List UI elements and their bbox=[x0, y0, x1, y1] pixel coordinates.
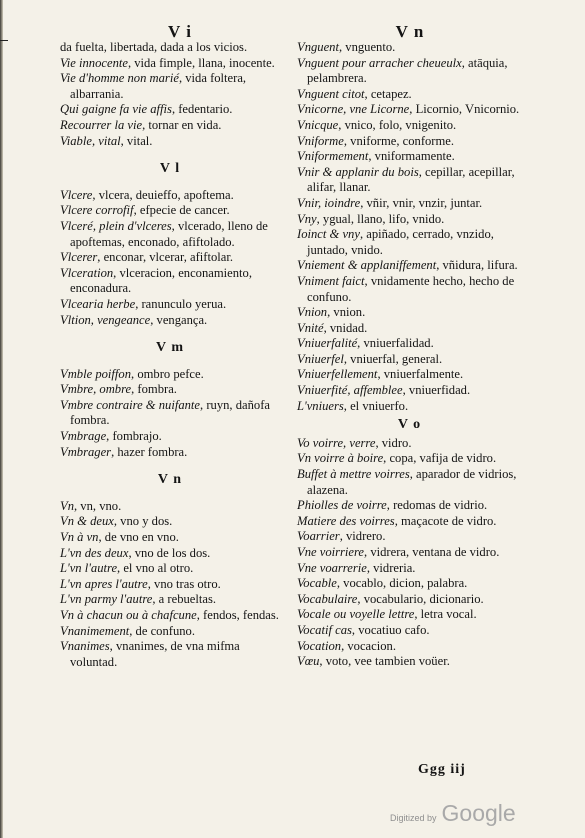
entry-translation: , redomas de vidrio. bbox=[386, 498, 488, 513]
dictionary-entry bbox=[60, 118, 280, 134]
entry-translation: , vniformamente. bbox=[368, 149, 455, 164]
dictionary-entry bbox=[297, 227, 522, 258]
dictionary-entry bbox=[297, 654, 522, 670]
entry-translation: , vidreria. bbox=[366, 560, 416, 575]
entry-translation: , fombra. bbox=[131, 382, 177, 397]
entry-headword: Vmbrager bbox=[60, 444, 112, 459]
entry-headword: Vlcere bbox=[60, 187, 93, 202]
dictionary-entry bbox=[60, 367, 280, 383]
entry-headword: Vnanimement bbox=[60, 623, 130, 638]
entry-translation: , ranunculo yerua. bbox=[135, 296, 227, 311]
dictionary-entry bbox=[60, 530, 280, 546]
entry-translation: , vniuerfalmente. bbox=[377, 367, 464, 382]
dictionary-entry bbox=[297, 383, 522, 399]
dictionary-entry bbox=[297, 212, 522, 228]
entry-translation: , fombrajo. bbox=[106, 429, 162, 444]
entry-translation: , vno tras otro. bbox=[147, 576, 221, 591]
entry-headword: Vniuerfellement bbox=[297, 367, 378, 382]
dictionary-entry bbox=[297, 639, 522, 655]
entry-headword: Vnir, ioindre bbox=[297, 195, 361, 210]
dictionary-entry bbox=[60, 266, 280, 297]
dictionary-entry bbox=[297, 545, 522, 561]
entry-headword: Buffet à mettre voirres bbox=[297, 467, 410, 482]
dictionary-entry bbox=[60, 40, 280, 56]
entry-translation: , enconar, vlcerar, afiftolar. bbox=[97, 250, 233, 265]
entry-headword: Vocabulaire bbox=[297, 591, 358, 606]
entry-headword: Viable, vital bbox=[60, 133, 121, 148]
dictionary-entry bbox=[297, 451, 522, 467]
google-logo: Google bbox=[441, 800, 516, 826]
entry-group-vn-cont bbox=[297, 40, 522, 414]
dictionary-entry bbox=[297, 576, 522, 592]
entry-translation: , vital. bbox=[120, 133, 153, 148]
section-heading-vo: V o bbox=[397, 417, 422, 433]
entry-headword: Vmble poiffon bbox=[60, 366, 132, 381]
right-column bbox=[297, 40, 522, 670]
entry-translation: , vn, vno. bbox=[74, 498, 122, 513]
entry-group-vn bbox=[60, 499, 280, 671]
entry-translation: , vengança. bbox=[150, 312, 208, 327]
dictionary-entry bbox=[60, 382, 280, 398]
dictionary-entry bbox=[297, 592, 522, 608]
entry-translation: , vno de los dos. bbox=[128, 545, 211, 560]
dictionary-entry bbox=[297, 467, 522, 498]
entry-translation: , vñidura, lifura. bbox=[436, 258, 518, 273]
entry-translation: , copa, vafija de vidro. bbox=[383, 451, 497, 466]
entry-headword: Qui gaigne fa vie affis bbox=[60, 102, 172, 117]
entry-headword: L'vn parmy l'autre bbox=[60, 592, 153, 607]
entry-translation: , vocablo, dicion, palabra. bbox=[336, 576, 468, 591]
entry-headword: Vn & deux bbox=[60, 514, 114, 529]
entry-group-vi bbox=[60, 40, 280, 149]
watermark-prefix: Digitized by bbox=[390, 813, 437, 823]
dictionary-entry bbox=[60, 71, 280, 102]
dictionary-entry bbox=[60, 546, 280, 562]
dictionary-entry bbox=[297, 607, 522, 623]
dictionary-entry bbox=[297, 274, 522, 305]
entry-headword: Vnité bbox=[297, 320, 324, 335]
dictionary-entry bbox=[60, 219, 280, 250]
dictionary-entry bbox=[297, 367, 522, 383]
entry-headword: Matiere des voirres bbox=[297, 513, 395, 528]
dictionary-entry bbox=[297, 165, 522, 196]
entry-translation: , el vno al otro. bbox=[117, 561, 194, 576]
entry-translation: , vidro. bbox=[375, 435, 412, 450]
entry-translation: , vnidad. bbox=[323, 320, 368, 335]
entry-headword: Vocable bbox=[297, 576, 337, 591]
entry-translation: , Licornio, Vnicornio. bbox=[409, 102, 520, 117]
right-column-header: V n bbox=[395, 22, 425, 41]
entry-headword: Vmbre contraire & nuifante bbox=[60, 397, 201, 412]
entry-headword: Vnicorne, vne Licorne bbox=[297, 102, 410, 117]
dictionary-entry bbox=[60, 608, 280, 624]
dictionary-entry bbox=[60, 203, 280, 219]
entry-headword: L'vn apres l'autre bbox=[60, 576, 148, 591]
entry-translation: , ombro pefce. bbox=[131, 366, 204, 381]
entry-headword: Vniuerfité, affemblee bbox=[297, 383, 403, 398]
entry-headword: Vocale ou voyelle lettre bbox=[297, 607, 415, 622]
entry-translation: , efpecie de cancer. bbox=[133, 203, 230, 218]
entry-headword: Vne voirriere bbox=[297, 545, 365, 559]
entry-translation: , vocatiuo cafo. bbox=[351, 622, 430, 637]
entry-headword: Vlcearia herbe bbox=[60, 296, 136, 311]
dictionary-entry bbox=[60, 134, 280, 150]
entry-headword: Vlcerer bbox=[60, 250, 98, 265]
dictionary-entry bbox=[297, 352, 522, 368]
entry-headword: Vnanimes bbox=[60, 639, 110, 654]
entry-headword: Vn à vn bbox=[60, 530, 99, 545]
entry-translation: , vidrero. bbox=[339, 529, 386, 544]
entry-headword: Vniement & applaniffement bbox=[297, 258, 437, 273]
margin-mark bbox=[0, 40, 8, 41]
entry-translation: , cetapez. bbox=[364, 86, 412, 101]
dictionary-entry bbox=[60, 188, 280, 204]
dictionary-entry bbox=[60, 297, 280, 313]
entry-headword: Vnguent bbox=[297, 40, 339, 54]
entry-headword: Vltion, vengeance bbox=[60, 312, 151, 327]
entry-headword: Vnguent citot bbox=[297, 86, 365, 101]
entry-translation: , fedentario. bbox=[171, 102, 233, 117]
left-column bbox=[60, 40, 280, 670]
section-heading-vm: V m bbox=[155, 340, 185, 356]
entry-translation: , aparador de vidrios, alazena. bbox=[307, 467, 517, 497]
dictionary-entry bbox=[297, 56, 522, 87]
entry-headword: Vne voarrerie bbox=[297, 560, 367, 575]
entry-headword: Voarrier bbox=[297, 529, 340, 544]
entry-translation: , de confuno. bbox=[129, 623, 195, 638]
entry-headword: Vlceré, plein d'vlceres bbox=[60, 218, 172, 233]
dictionary-entry bbox=[297, 149, 522, 165]
entry-translation: , vniforme, conforme. bbox=[343, 133, 455, 148]
entry-headword: Vn voirre à boire bbox=[297, 451, 384, 466]
section-heading-vn: V n bbox=[157, 472, 183, 488]
dictionary-entry bbox=[60, 429, 280, 445]
dictionary-entry bbox=[60, 577, 280, 593]
entry-headword: Ioinct & vny bbox=[297, 227, 360, 242]
dictionary-entry bbox=[60, 250, 280, 266]
entry-translation: , hazer fombra. bbox=[111, 444, 188, 459]
dictionary-entry bbox=[60, 313, 280, 329]
entry-translation: , vniuerfal, general. bbox=[343, 351, 443, 366]
entry-translation: , vlcerado, lleno de apoftemas, enconado, afiftolado. bbox=[70, 218, 268, 249]
entry-translation: , voto, vee tambien voüer. bbox=[319, 654, 450, 669]
entry-translation: , tornar en vida. bbox=[142, 117, 222, 132]
entry-headword: Vnicque bbox=[297, 117, 339, 132]
entry-headword: Recourrer la vie bbox=[60, 117, 143, 132]
dictionary-entry bbox=[297, 399, 522, 415]
entry-translation: , vida foltera, albarrania. bbox=[70, 71, 247, 101]
entry-headword: L'vniuers bbox=[297, 398, 344, 413]
dictionary-entry bbox=[297, 436, 522, 452]
entry-translation: , apiñado, cerrado, vnzido, juntado, vnido. bbox=[307, 227, 494, 257]
entry-headword: Vniment faict bbox=[297, 273, 365, 288]
entry-translation: , fendos, fendas. bbox=[196, 608, 279, 622]
entry-translation: , de vno en vno. bbox=[98, 530, 179, 545]
entry-translation: , vniuerfidad. bbox=[402, 383, 471, 398]
entry-translation: , ygual, llano, lifo, vnido. bbox=[316, 211, 445, 226]
entry-group-vl bbox=[60, 188, 280, 328]
entry-translation: , vlcera, deuieffo, apoftema. bbox=[92, 187, 234, 202]
dictionary-entry bbox=[60, 592, 280, 608]
dictionary-entry bbox=[297, 102, 522, 118]
dictionary-entry bbox=[297, 321, 522, 337]
digitized-watermark bbox=[390, 800, 516, 827]
entry-group-vo bbox=[297, 436, 522, 670]
entry-translation: , cepillar, acepillar, alifar, llanar. bbox=[307, 164, 515, 195]
entry-headword: Vniforme bbox=[297, 133, 344, 148]
entry-headword: L'vn des deux bbox=[60, 545, 129, 560]
entry-headword: Vœu bbox=[297, 654, 320, 669]
entry-headword: Vie d'homme non marié bbox=[60, 71, 179, 86]
entry-translation: , a rebueltas. bbox=[152, 592, 217, 607]
entry-headword: Vnguent pour arracher cheueulx bbox=[297, 55, 462, 70]
dictionary-entry bbox=[297, 529, 522, 545]
entry-translation: , vnguento. bbox=[338, 40, 396, 54]
entry-headword: Vocation bbox=[297, 638, 342, 653]
dictionary-entry bbox=[297, 258, 522, 274]
entry-headword: L'vn l'autre bbox=[60, 561, 118, 576]
entry-headword: Vny bbox=[297, 211, 317, 226]
entry-translation: , vnanimes, de vna mifma voluntad. bbox=[70, 639, 240, 669]
dictionary-entry bbox=[297, 40, 522, 56]
entry-translation: , vñir, vnir, vnzir, juntar. bbox=[360, 195, 483, 210]
entry-headword: Vmbrage bbox=[60, 429, 107, 444]
entry-translation: , el vniuerfo. bbox=[343, 398, 409, 413]
entry-translation: , vnion. bbox=[327, 305, 366, 320]
section-heading-vl: V l bbox=[159, 161, 181, 177]
signature-mark: Ggg iij bbox=[418, 762, 466, 777]
entry-headword: Vniuerfel bbox=[297, 351, 344, 366]
dictionary-entry bbox=[297, 498, 522, 514]
dictionary-entry bbox=[60, 398, 280, 429]
entry-translation: , letra vocal. bbox=[414, 607, 477, 622]
entry-headword: Vlcere corrofif bbox=[60, 203, 134, 218]
dictionary-entry bbox=[297, 118, 522, 134]
dictionary-entry bbox=[297, 514, 522, 530]
dictionary-entry bbox=[60, 639, 280, 670]
entry-headword: Vniuerfalité bbox=[297, 336, 358, 351]
entry-headword: Vmbre, ombre bbox=[60, 382, 132, 397]
entry-translation: , vnico, folo, vnigenito. bbox=[338, 117, 457, 132]
entry-headword: Vniformement bbox=[297, 149, 369, 164]
dictionary-entry bbox=[60, 445, 280, 461]
entry-translation: , maçacote de vidro. bbox=[394, 513, 497, 528]
dictionary-entry bbox=[297, 336, 522, 352]
dictionary-entry bbox=[60, 56, 280, 72]
dictionary-entry bbox=[60, 102, 280, 118]
entry-headword: Vo voirre, verre bbox=[297, 435, 376, 450]
entry-headword: Vocatif cas bbox=[297, 622, 352, 637]
dictionary-entry bbox=[297, 561, 522, 577]
entry-headword: Vie innocente bbox=[60, 55, 128, 70]
entry-translation: , atāquia, pelambrera. bbox=[307, 55, 508, 86]
entry-group-vm bbox=[60, 367, 280, 461]
dictionary-entry bbox=[297, 305, 522, 321]
dictionary-entry bbox=[297, 196, 522, 212]
left-column-header: V i bbox=[168, 22, 192, 41]
dictionary-entry bbox=[297, 87, 522, 103]
entry-translation: , vniuerfalidad. bbox=[357, 336, 434, 351]
entry-headword: Vlceration bbox=[60, 265, 114, 280]
dictionary-entry bbox=[297, 623, 522, 639]
entry-translation: da fuelta, libertada, dada a los vicios. bbox=[60, 40, 248, 54]
entry-headword: Vn à chacun ou à chafcune bbox=[60, 608, 197, 622]
entry-translation: , vida fimple, llana, inocente. bbox=[127, 55, 275, 70]
dictionary-entry bbox=[60, 561, 280, 577]
entry-translation: , vidrera, ventana de vidro. bbox=[364, 545, 500, 559]
entry-translation: , ruyn, dañofa fombra. bbox=[70, 397, 270, 428]
entry-translation: , vnidamente hecho, hecho de confuno. bbox=[307, 273, 515, 304]
entry-translation: , vlceracion, enconamiento, enconadura. bbox=[70, 265, 252, 296]
dictionary-entry bbox=[60, 499, 280, 515]
entry-headword: Vnion bbox=[297, 305, 328, 320]
entry-headword: Vnir & applanir du bois bbox=[297, 164, 419, 179]
dictionary-entry bbox=[60, 514, 280, 530]
entry-headword: Phiolles de voirre bbox=[297, 498, 387, 513]
entry-translation: , vocacion. bbox=[341, 638, 396, 653]
entry-translation: , vno y dos. bbox=[113, 514, 173, 529]
dictionary-entry bbox=[297, 134, 522, 150]
entry-headword: Vn bbox=[60, 498, 74, 513]
dictionary-entry bbox=[60, 624, 280, 640]
entry-translation: , vocabulario, dicionario. bbox=[357, 591, 484, 606]
page-binding-edge bbox=[0, 0, 3, 838]
